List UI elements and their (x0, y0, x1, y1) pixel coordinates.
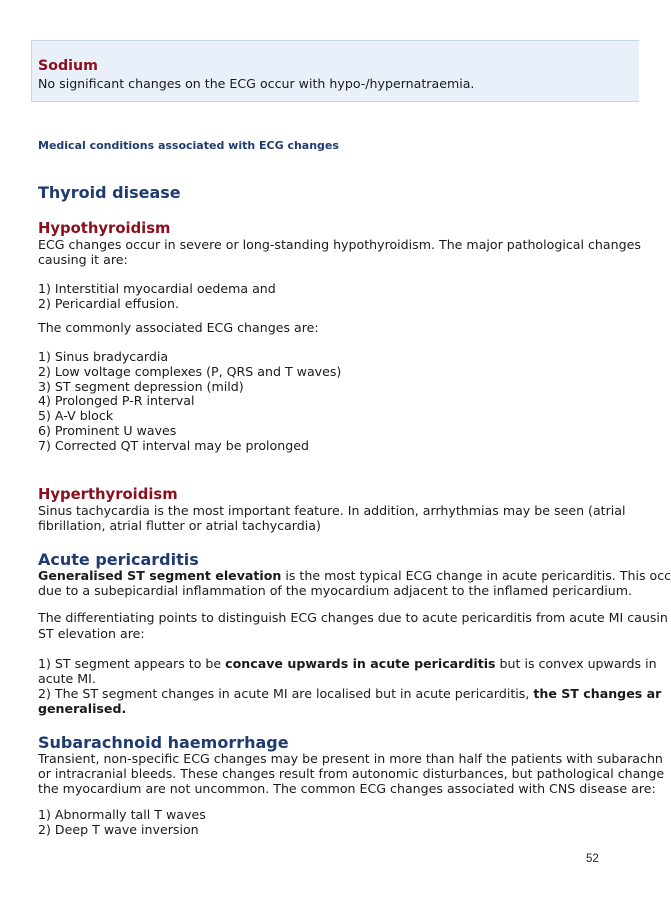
sah-text-line1: Transient, non-specific ECG changes may be present in more than half the patients with subarachn (38, 751, 663, 766)
sah-text-line3: the myocardium are not uncommon. The common ECG changes associated with CNS disease are: (38, 781, 656, 796)
pericarditis-point2-line2 (38, 701, 126, 717)
hyperthyroidism-text-line2: fibrillation, atrial flutter or atrial tachycardia) (38, 518, 321, 533)
pericarditis-para1-line2: due to a subepicardial inflammation of the myocardium adjacent to the inflamed pericardium. (38, 583, 633, 598)
list-item: 4) Prolonged P-R interval (38, 393, 195, 409)
pericarditis-para1-line1 (38, 568, 671, 584)
pericarditis-para2-line2: ST elevation are: (38, 626, 145, 641)
list-item: 1) Sinus bradycardia (38, 349, 169, 364)
sodium-box (31, 40, 639, 102)
pericarditis-heading: Acute pericarditis (38, 550, 199, 569)
list-item: 3) ST segment depression (mild) (38, 378, 244, 394)
pericarditis-point2-line1 (38, 686, 661, 702)
hypothyroidism-changes-list (38, 350, 341, 454)
pericarditis-para2-line1: The differentiating points to distinguish ECG changes due to acute pericarditis from acute MI causin (38, 610, 668, 625)
pericarditis-point1-a: 1) ST segment appears to be (38, 656, 226, 671)
thyroid-heading: Thyroid disease (38, 183, 181, 202)
pericarditis-point2-bold2: generalised. (38, 701, 127, 716)
pericarditis-point1-b: but is convex upwards in (495, 656, 657, 671)
list-item: 5) A-V block (38, 408, 114, 424)
hyperthyroidism-heading: Hyperthyroidism (38, 486, 178, 503)
pericarditis-point2-bold: the ST changes ar (533, 686, 662, 701)
list-item: 7) Corrected QT interval may be prolonged (38, 437, 309, 453)
list-item: 6) Prominent U waves (38, 422, 177, 438)
page-number: 52 (586, 853, 599, 865)
sah-heading: Subarachnoid haemorrhage (38, 733, 289, 752)
list-item: 1) Interstitial myocardial oedema and (38, 281, 276, 296)
sah-text-line2: or intracranial bleeds. These changes result from autonomic disturbances, but pathological change (38, 766, 665, 781)
hypothyroidism-intro: The commonly associated ECG changes are: (38, 320, 319, 335)
sah-changes-list (38, 808, 206, 838)
hypothyroidism-text-line1: ECG changes occur in severe or long-standing hypothyroidism. The major pathological changes (38, 237, 641, 252)
sodium-heading: Sodium (38, 58, 98, 74)
pericarditis-point2-a: 2) The ST segment changes in acute MI are localised but in acute pericarditis, (38, 686, 534, 701)
list-item: 2) Pericardial effusion. (38, 295, 179, 311)
pericarditis-point1-line2: acute MI. (38, 671, 96, 686)
list-item: 2) Deep T wave inversion (38, 821, 199, 837)
hypothyroidism-causes-list (38, 282, 276, 312)
hypothyroidism-heading: Hypothyroidism (38, 220, 171, 237)
sodium-text: No significant changes on the ECG occur with hypo-/hypernatraemia. (38, 76, 475, 91)
list-item: 1) Abnormally tall T waves (38, 807, 206, 822)
pericarditis-para1-rest: is the most typical ECG change in acute pericarditis. This occ (281, 568, 671, 583)
section-title: Medical conditions associated with ECG changes (38, 139, 339, 152)
pericarditis-bold-phrase: Generalised ST segment elevation (38, 568, 282, 583)
pericarditis-point1-bold: concave upwards in acute pericarditis (225, 656, 496, 671)
pericarditis-point1-line1 (38, 656, 657, 672)
hyperthyroidism-text-line1: Sinus tachycardia is the most important feature. In addition, arrhythmias may be seen (atrial (38, 503, 626, 518)
hypothyroidism-text-line2: causing it are: (38, 252, 128, 267)
list-item: 2) Low voltage complexes (P, QRS and T waves) (38, 363, 342, 379)
